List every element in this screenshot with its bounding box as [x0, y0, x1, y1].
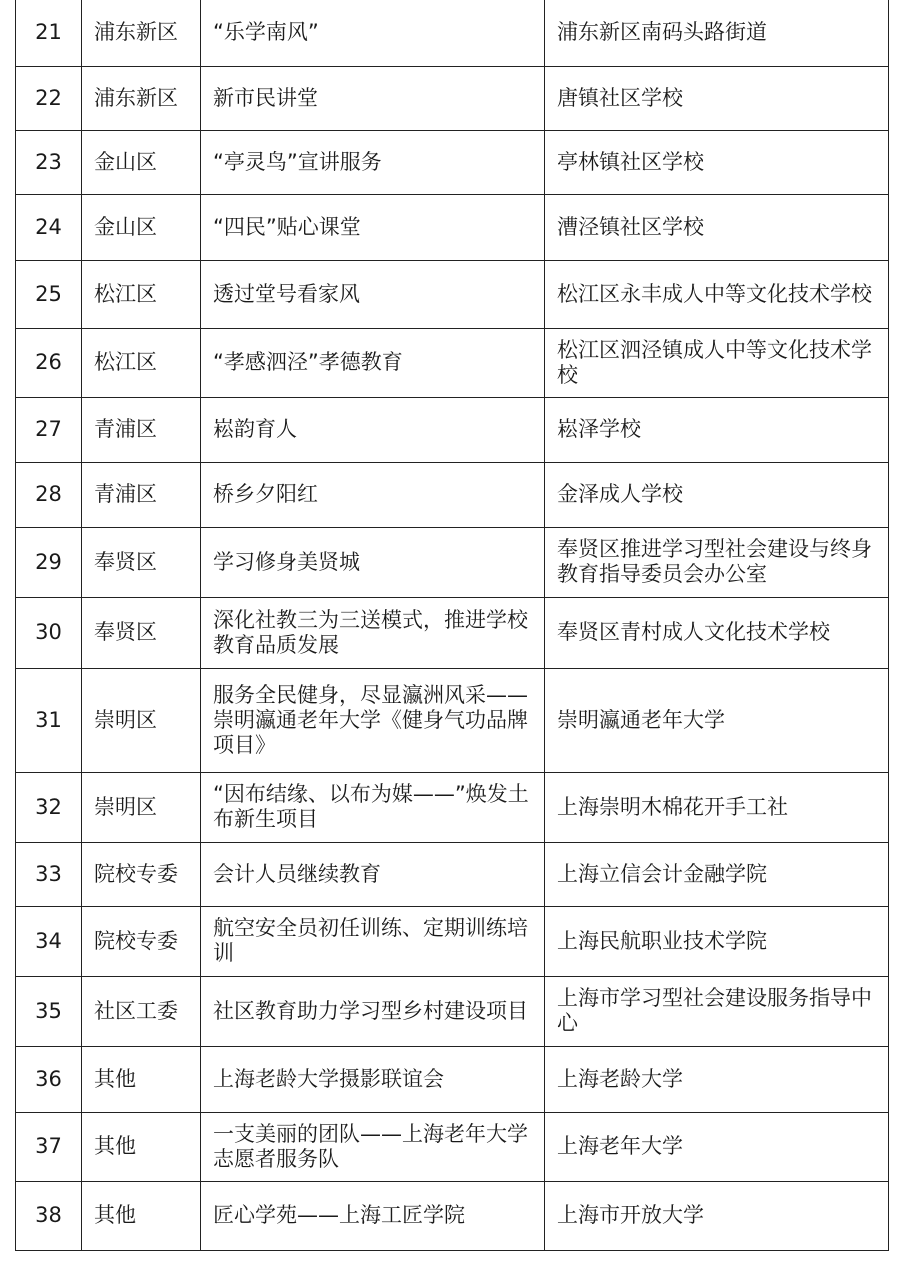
organization-cell: 上海市开放大学	[545, 1181, 889, 1250]
organization-cell: 亭林镇社区学校	[545, 130, 889, 194]
organization-cell: 上海立信会计金融学院	[545, 842, 889, 906]
row-number-cell: 33	[16, 842, 82, 906]
project-name-cell: “亭灵鸟”宣讲服务	[201, 130, 545, 194]
district-cell: 青浦区	[82, 397, 201, 462]
row-number-cell: 38	[16, 1181, 82, 1250]
project-name-cell: “乐学南风”	[201, 0, 545, 66]
district-cell: 松江区	[82, 328, 201, 397]
table-row	[16, 597, 889, 668]
organization-cell: 金泽成人学校	[545, 462, 889, 527]
table-row	[16, 668, 889, 772]
project-name-cell: 匠心学苑——上海工匠学院	[201, 1181, 545, 1250]
row-number-cell: 31	[16, 668, 82, 772]
table-body	[16, 0, 889, 1250]
row-number-cell: 28	[16, 462, 82, 527]
row-number-cell: 36	[16, 1046, 82, 1112]
row-number-cell: 25	[16, 260, 82, 328]
organization-cell: 漕泾镇社区学校	[545, 194, 889, 260]
organization-cell: 上海老年大学	[545, 1112, 889, 1181]
organization-cell: 上海市学习型社会建设服务指导中心	[545, 976, 889, 1046]
table-row	[16, 66, 889, 130]
table-row	[16, 842, 889, 906]
district-cell: 院校专委	[82, 842, 201, 906]
project-name-cell: 社区教育助力学习型乡村建设项目	[201, 976, 545, 1046]
row-number-cell: 35	[16, 976, 82, 1046]
project-name-cell: 深化社教三为三送模式，推进学校教育品质发展	[201, 597, 545, 668]
row-number-cell: 30	[16, 597, 82, 668]
district-cell: 金山区	[82, 194, 201, 260]
table-row	[16, 397, 889, 462]
district-cell: 其他	[82, 1181, 201, 1250]
table-row	[16, 260, 889, 328]
organization-cell: 上海老龄大学	[545, 1046, 889, 1112]
organization-cell: 奉贤区青村成人文化技术学校	[545, 597, 889, 668]
table-row	[16, 906, 889, 976]
table-row	[16, 130, 889, 194]
row-number-cell: 23	[16, 130, 82, 194]
table-row	[16, 1046, 889, 1112]
project-name-cell: 透过堂号看家风	[201, 260, 545, 328]
organization-cell: 唐镇社区学校	[545, 66, 889, 130]
row-number-cell: 26	[16, 328, 82, 397]
table-row	[16, 328, 889, 397]
district-cell: 院校专委	[82, 906, 201, 976]
project-name-cell: “四民”贴心课堂	[201, 194, 545, 260]
district-cell: 其他	[82, 1046, 201, 1112]
district-cell: 奉贤区	[82, 527, 201, 597]
document-page	[15, 0, 888, 1251]
project-name-cell: 上海老龄大学摄影联谊会	[201, 1046, 545, 1112]
project-table	[15, 0, 889, 1251]
project-name-cell: 会计人员继续教育	[201, 842, 545, 906]
project-name-cell: 新市民讲堂	[201, 66, 545, 130]
district-cell: 崇明区	[82, 772, 201, 842]
district-cell: 奉贤区	[82, 597, 201, 668]
district-cell: 浦东新区	[82, 66, 201, 130]
row-number-cell: 34	[16, 906, 82, 976]
row-number-cell: 21	[16, 0, 82, 66]
project-name-cell: “孝感泗泾”孝德教育	[201, 328, 545, 397]
organization-cell: 上海崇明木棉花开手工社	[545, 772, 889, 842]
organization-cell: 松江区泗泾镇成人中等文化技术学校	[545, 328, 889, 397]
organization-cell: 浦东新区南码头路街道	[545, 0, 889, 66]
project-name-cell: 桥乡夕阳红	[201, 462, 545, 527]
organization-cell: 上海民航职业技术学院	[545, 906, 889, 976]
table-row	[16, 772, 889, 842]
table-row	[16, 976, 889, 1046]
district-cell: 其他	[82, 1112, 201, 1181]
project-name-cell: 崧韵育人	[201, 397, 545, 462]
project-name-cell: “因布结缘、以布为媒——”焕发土布新生项目	[201, 772, 545, 842]
row-number-cell: 32	[16, 772, 82, 842]
organization-cell: 崧泽学校	[545, 397, 889, 462]
project-name-cell: 学习修身美贤城	[201, 527, 545, 597]
district-cell: 松江区	[82, 260, 201, 328]
district-cell: 崇明区	[82, 668, 201, 772]
district-cell: 青浦区	[82, 462, 201, 527]
table-row	[16, 0, 889, 66]
organization-cell: 奉贤区推进学习型社会建设与终身教育指导委员会办公室	[545, 527, 889, 597]
table-row	[16, 1112, 889, 1181]
organization-cell: 松江区永丰成人中等文化技术学校	[545, 260, 889, 328]
table-row	[16, 194, 889, 260]
project-name-cell: 航空安全员初任训练、定期训练培训	[201, 906, 545, 976]
district-cell: 社区工委	[82, 976, 201, 1046]
project-name-cell: 一支美丽的团队——上海老年大学志愿者服务队	[201, 1112, 545, 1181]
row-number-cell: 22	[16, 66, 82, 130]
row-number-cell: 37	[16, 1112, 82, 1181]
table-row	[16, 527, 889, 597]
row-number-cell: 27	[16, 397, 82, 462]
table-row	[16, 1181, 889, 1250]
project-name-cell: 服务全民健身，尽显瀛洲风采——崇明瀛通老年大学《健身气功品牌项目》	[201, 668, 545, 772]
district-cell: 浦东新区	[82, 0, 201, 66]
district-cell: 金山区	[82, 130, 201, 194]
row-number-cell: 29	[16, 527, 82, 597]
row-number-cell: 24	[16, 194, 82, 260]
organization-cell: 崇明瀛通老年大学	[545, 668, 889, 772]
table-row	[16, 462, 889, 527]
